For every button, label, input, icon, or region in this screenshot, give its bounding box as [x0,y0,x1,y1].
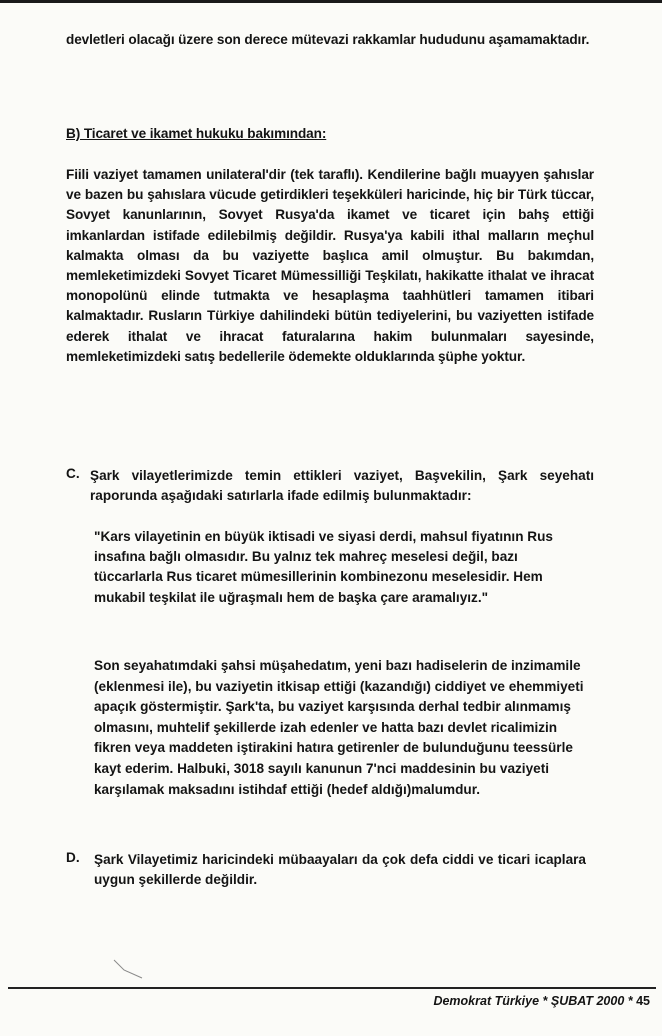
top-rule [0,0,662,3]
publication-name: Demokrat Türkiye * ŞUBAT 2000 * [433,994,633,1008]
section-c-label: C. [66,466,80,481]
pen-stroke-mark [110,940,150,980]
footer-rule [8,987,656,989]
section-d-label: D. [66,850,80,865]
section-c-paragraph: Son seyahatımdaki şahsi müşahedatım, yeni bazı hadiselerin de inzimamile (eklenmesi ile), bu vaziyetin itkisap ettiği (kazandığı) ciddiyet ve ehemmiyeti apaçık göstermiştir. Şark'ta, bu vaziyet karşısında derhal tedbir alınmamış olmasını, muhtelif şekillerde izah edenler ve hatta bazı devlet ricalimizin fikren veya maddeten iştirakini hatıra getirenler de bulunduğunu teessürle kayt ederim. Halbuki, 3018 sayılı kanunun 7'nci maddesinin bu vaziyeti karşılamak maksadını istihdaf ettiği (hedef aldığı)malumdur. [94,658,584,797]
page-footer [433,994,650,1008]
intro-paragraph: devletleri olacağı üzere son derece mütevazi rakkamlar hududunu aşamamaktadır. [66,32,590,47]
section-c-body: Şark vilayetlerimizde temin ettikleri vaziyet, Başvekilin, Şark seyehatı raporunda aşağıdaki satırlarla ifade edilmiş bulunmaktadır: [90,468,594,504]
page-number: 45 [636,994,650,1008]
section-b-heading: B) Ticaret ve ikamet hukuku bakımından: [66,126,327,141]
section-c-quote: "Kars vilayetinin en büyük iktisadi ve siyasi derdi, mahsul fiyatının Rus insafına bağlı olmasıdır. Bu yalnız tek mahreç meselesi değil, bazı tüccarlarla Rus ticaret mümesillerinin kombinezonu meselesidir. Hem mukabil teşkilat ile uğraşmalı hem de başka çare aramalıyız." [94,529,553,605]
section-b-body: Fiili vaziyet tamamen unilateral'dir (tek taraflı). Kendilerine bağlı muayyen şahıslar ve bazen bu şahıslara vücude getirdikleri teşekküleri haricinde, hiç bir Türk tüccar, Sovyet kanunlarının, Sovyet Rusya'da ikamet ve ticaret için bahş ettiği imkanlardan istifade edilebilmiş değildir. Rusya'ya kabili ithal malların meçhul kalmakta olması da bu vaziyette başlıca amil olmuştur. Bu bakımdan, memleketimizdeki Sovyet Ticaret Mümessilliği Teşkilatı, hakikatte ithalat ve ihracat monopolünü elinde tutmakta ve hesaplaşma taahhütleri tamamen itibari kalmaktadır. Rusların Türkiye dahilindeki bütün tediyelerini, bu vaziyetten istifade ederek ithalat ve ihracat faturalarına hakim bulunmaları sayesinde, memleketimizdeki satış bedellerile ödemekte olduklarında şüphe yoktur. [66,167,594,364]
section-d-body: Şark Vilayetimiz haricindeki mübaayaları da çok defa ciddi ve ticari icaplara uygun şekillerde değildir. [94,852,586,888]
